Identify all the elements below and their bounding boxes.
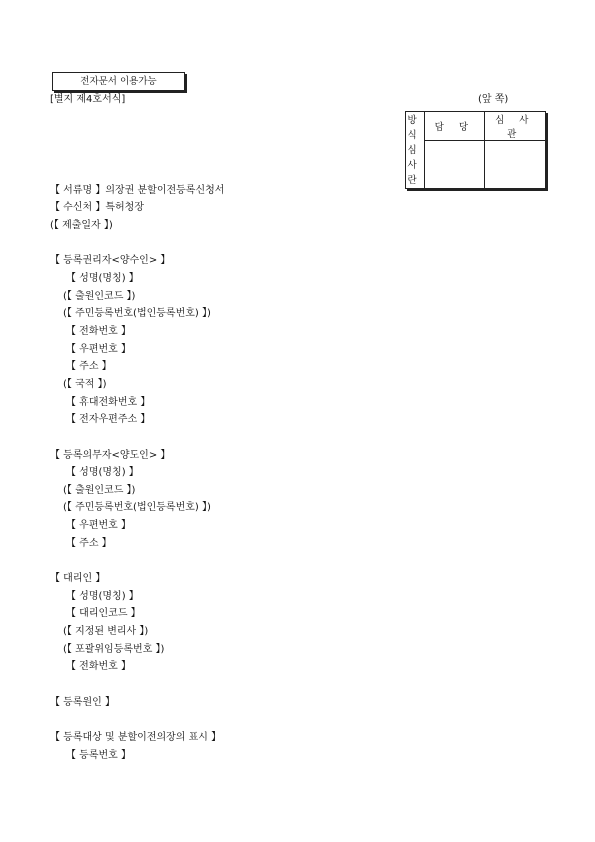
approval-row-label-char: 사 bbox=[407, 160, 423, 171]
right-holder-mobile-field: 【 휴대전화번호 】 bbox=[66, 397, 151, 408]
approval-col-staff: 담 당 bbox=[425, 112, 484, 141]
obligor-id-number-field: (【 주민등록번호(법인등록번호) 】) bbox=[63, 502, 211, 513]
agent-phone-field: 【 전화번호 】 bbox=[66, 661, 131, 672]
section-registration-target: 【 등록대상 및 분할이전의장의 표시 】 bbox=[50, 732, 222, 743]
right-holder-name-field: 【 성명(명칭) 】 bbox=[66, 273, 139, 284]
approval-cell-staff bbox=[425, 141, 484, 189]
document-name-field: 【 서류명 】의장권 분할이전등록신청서 bbox=[50, 185, 225, 196]
approval-box bbox=[405, 111, 546, 189]
approval-row-label-char: 방 bbox=[407, 115, 423, 126]
approval-cell-examiner bbox=[484, 141, 545, 189]
right-holder-address-field: 【 주소 】 bbox=[66, 361, 112, 372]
agent-name-field: 【 성명(명칭) 】 bbox=[66, 591, 139, 602]
page-side-label: (앞 쪽) bbox=[478, 94, 509, 105]
right-holder-nationality-field: (【 국적 】) bbox=[63, 379, 107, 390]
approval-col-examiner: 심 사 관 bbox=[484, 112, 545, 141]
registration-number-field: 【 등록번호 】 bbox=[66, 750, 131, 761]
approval-row-label-char: 심 bbox=[407, 145, 423, 156]
agent-code-field: 【 대리인코드 】 bbox=[66, 608, 141, 619]
right-holder-id-number-field: (【 주민등록번호(법인등록번호) 】) bbox=[63, 308, 211, 319]
right-holder-phone-field: 【 전화번호 】 bbox=[66, 326, 131, 337]
agent-general-power-number-field: (【 포괄위임등록번호 】) bbox=[63, 644, 165, 655]
obligor-applicant-code-field: (【 출원인코드 】) bbox=[63, 485, 136, 496]
approval-row-label-char: 식 bbox=[407, 130, 423, 141]
form-number: [별지 제4호서식] bbox=[50, 94, 126, 105]
section-registration-cause: 【 등록원인 】 bbox=[50, 697, 115, 708]
agent-designated-attorney-field: (【 지정된 변리사 】) bbox=[63, 626, 149, 637]
obligor-name-field: 【 성명(명칭) 】 bbox=[66, 467, 139, 478]
recipient-field: 【 수신처 】특허청장 bbox=[50, 202, 144, 213]
approval-row-label bbox=[406, 112, 425, 189]
electronic-document-badge: 전자문서 이용가능 bbox=[52, 72, 185, 91]
section-agent: 【 대리인 】 bbox=[50, 573, 106, 584]
submission-date-field: (【 제출일자 】) bbox=[50, 220, 113, 231]
right-holder-email-field: 【 전자우편주소 】 bbox=[66, 414, 151, 425]
approval-row-label-char: 란 bbox=[407, 175, 423, 186]
obligor-address-field: 【 주소 】 bbox=[66, 538, 112, 549]
obligor-postcode-field: 【 우편번호 】 bbox=[66, 520, 131, 531]
right-holder-applicant-code-field: (【 출원인코드 】) bbox=[63, 291, 136, 302]
right-holder-postcode-field: 【 우편번호 】 bbox=[66, 344, 131, 355]
section-right-holder: 【 등록권리자<양수인> 】 bbox=[50, 255, 171, 266]
section-obligor: 【 등록의무자<양도인> 】 bbox=[50, 450, 171, 461]
